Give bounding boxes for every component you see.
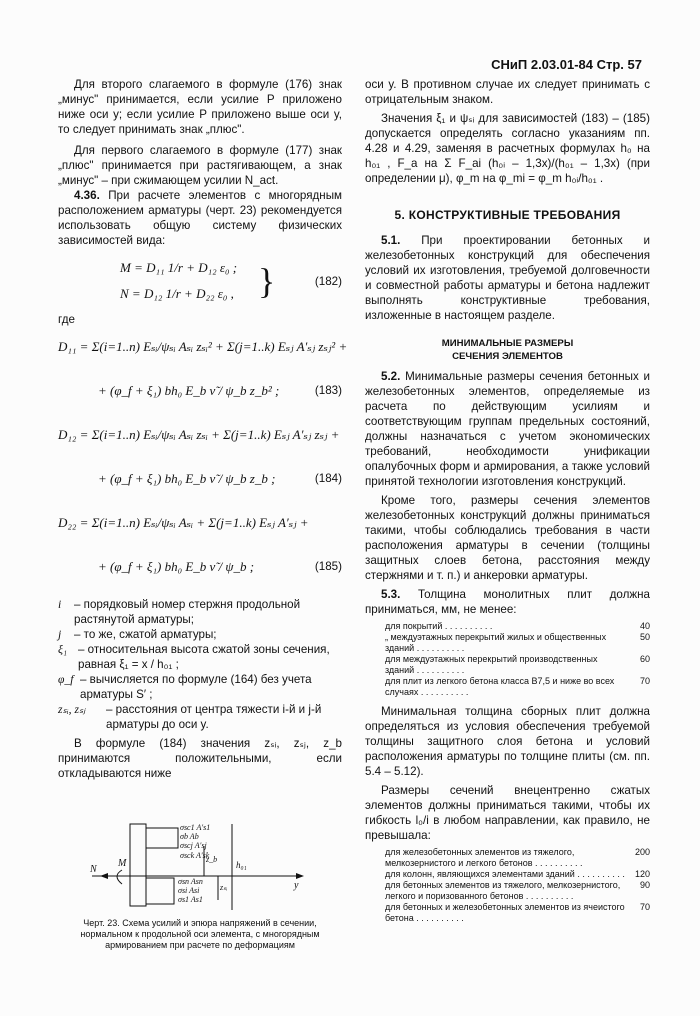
list-item-label: для бетонных и железобетонных элементов из ячеистого бетона . . . . . . . . . .	[385, 902, 625, 923]
equation-182	[58, 256, 342, 312]
definition-item: zₛᵢ, zₛⱼ – расстояния от центра тяжести i-й и j-й арматуры до оси y.	[58, 703, 322, 731]
paragraph: При расчете элементов с многорядным расположением арматуры (черт. 23) рекомендуется использовать общую систему физических зависимостей вида:	[58, 189, 342, 247]
list-item-label: для железобетонных элементов из тяжелого, мелкозернистого и легкого бетонов . . . . . . . . . .	[385, 847, 583, 868]
thickness-list	[385, 621, 650, 698]
y-axis-arrow	[296, 873, 304, 879]
list-item-label: „ междуэтажных перекрытий жилых и общественных зданий . . . . . . . . . .	[385, 632, 607, 653]
clause-number: 5.1.	[381, 234, 401, 247]
list-item	[385, 676, 650, 698]
equation-number: (185)	[314, 560, 342, 573]
list-item-value: 70	[639, 676, 650, 686]
clause-number: 4.36.	[74, 189, 100, 202]
list-item	[385, 632, 650, 654]
list-item	[385, 869, 650, 880]
list-item-value: 120	[634, 869, 650, 879]
list-item-value: 50	[639, 632, 650, 642]
paragraph: Для второго слагаемого в формуле (176) знак „минус" принимается, если усилие P приложено ниже оси y; если усилие P приложено выше оси y, то следует принимать знак „плюс".	[58, 78, 342, 136]
section-outline	[130, 824, 146, 906]
formula: + (φ_f + ξ₁) bh₀ E_b ν̃ / ψ_b z_b² ;	[98, 383, 280, 398]
formula: M = D₁₁ 1/r + D₁₂ ε₀ ;	[120, 260, 238, 275]
n-label: N	[90, 864, 97, 875]
definition-item: i – порядковый номер стержня продольной растянутой арматуры;	[58, 598, 301, 626]
force-label: σsn Asn	[178, 877, 203, 886]
paragraph: Значения ξ₁ и ψₛᵢ для зависимостей (183) – (185) допускается определять согласно указаниям пп. 4.28 и 4.29, заменяя в расчетных формулах h₀ на h₀₁ , F_a на Σ F_ai (h₀ᵢ – 1,3x)/(h₀₁ – 1,3x) (при определении μ), φ_m на φ_mi = φ_m h₀ᵢ/h₀₁ .	[365, 112, 650, 185]
list-item-label: для колонн, являющихся элементами зданий . . . . . . . . . .	[385, 869, 625, 879]
force-label: σsc1 A′s1	[180, 823, 211, 832]
formula: + (φ_f + ξ₁) bh₀ E_b ν̃ / ψ_b z_b ;	[98, 471, 276, 486]
subsection-heading	[365, 337, 650, 363]
definition-item: φ_f – вычисляется по формуле (164) без учета арматуры S′ ;	[58, 673, 312, 701]
force-label: σscj A′sj	[180, 841, 207, 850]
list-item-label: для междуэтажных перекрытий производственных зданий . . . . . . . . . .	[385, 654, 598, 675]
equation-number: (183)	[314, 384, 342, 397]
formula: N = D₁₂ 1/r + D₂₂ ε₀ ,	[120, 286, 234, 301]
list-item-value: 90	[639, 880, 650, 890]
figure-23-diagram	[82, 818, 322, 918]
y-label: y	[294, 880, 299, 891]
equation-d12	[58, 415, 342, 459]
tension-zone	[146, 878, 174, 904]
paragraph: При проектировании бетонных и железобетонных конструкций для обеспечения условий их изготовления, требуемой долговечности и совместной работы арматуры и бетона надлежит выполнять конструктивные требования, изложенные в настоящем разделе.	[365, 234, 650, 322]
zb-label: z_b	[206, 855, 218, 864]
paragraph: Для первого слагаемого в формуле (177) знак „плюс" принимается при растягивающем, а знак „минус" – при сжимающем усилии N_act.	[58, 144, 342, 187]
paragraph: Минимальные размеры сечения бетонных и железобетонных элементов, определяемые из расчета по действующим усилиям и соответствующим группам предельных состояний, должны назначаться с учетом экономических требований, необходимости унификации опалубочных форм и армирования, а также условий принятой технологии изготовления конструкций.	[365, 370, 650, 488]
brace: }	[258, 261, 276, 301]
equation-number: (184)	[314, 472, 342, 485]
equation-number: (182)	[314, 275, 342, 288]
list-item-label: для бетонных элементов из тяжелого, мелкозернистого, легкого и поризованного бетонов . . . . . . . . . .	[385, 880, 621, 901]
list-item	[385, 621, 650, 632]
list-item	[385, 654, 650, 676]
m-label: M	[118, 858, 127, 869]
n-arrow	[100, 873, 108, 879]
equation-d22	[58, 503, 342, 547]
paragraph: оси y. В противном случае их следует принимать с отрицательным знаком.	[365, 78, 650, 106]
where-label: где	[58, 313, 75, 326]
paragraph: Кроме того, размеры сечения элементов железобетонных конструкций должны приниматься такими, чтобы соблюдались требования в части расположения арматуры в сечении (толщины защитных слоев бетона, расстояния между стержнями и т. п.) и анкеровки арматуры.	[365, 494, 650, 582]
formula: D₁₁ = Σ(i=1..n) Eₛᵢ/ψₛᵢ Aₛᵢ zₛᵢ² + Σ(j=1..k) Eₛⱼ A′ₛⱼ zₛⱼ² +	[58, 339, 348, 354]
force-label: σs1 As1	[178, 895, 203, 904]
compression-zone	[146, 828, 178, 848]
h01-label: h₀₁	[236, 860, 247, 870]
definitions-list	[58, 597, 342, 732]
list-item-value: 40	[639, 621, 650, 631]
list-item-value: 200	[634, 847, 650, 857]
equation-185	[58, 547, 342, 591]
subsection-heading-line: МИНИМАЛЬНЫЕ РАЗМЕРЫ	[441, 338, 574, 349]
right-column	[365, 77, 650, 930]
subsection-heading-line: СЕЧЕНИЯ ЭЛЕМЕНТОВ	[452, 351, 563, 362]
paragraph: Минимальная толщина сборных плит должна определяться из условия обеспечения требуемой толщины защитного слоя бетона и условий расположения арматуры по толщине плиты (см. пп. 5.4 – 5.12).	[365, 705, 650, 778]
left-column	[58, 77, 348, 781]
force-label: σsck A′sk	[180, 851, 210, 860]
slenderness-list	[385, 847, 650, 924]
clause-number: 5.3.	[381, 588, 401, 601]
zsi-label: zₛᵢ	[220, 883, 228, 892]
page-header: СНиП 2.03.01-84 Стр. 57	[491, 57, 642, 72]
list-item-label: для плит из легкого бетона класса B7,5 и ниже во всех случаях . . . . . . . . . .	[385, 676, 615, 697]
force-label: σb Ab	[180, 832, 199, 841]
list-item-value: 60	[639, 654, 650, 664]
paragraph: В формуле (184) значения zₛᵢ, zₛⱼ, z_b принимаются положительными, если откладываются ниже	[58, 737, 342, 780]
moment-arc	[117, 870, 122, 884]
force-label: σsi Asi	[178, 886, 200, 895]
formula: D₂₂ = Σ(i=1..n) Eₛᵢ/ψₛᵢ Aₛᵢ + Σ(j=1..k) Eₛⱼ A′ₛⱼ +	[58, 515, 309, 530]
equation-183	[58, 371, 342, 415]
list-item	[385, 847, 650, 869]
list-item-value: 70	[639, 902, 650, 912]
list-item	[385, 902, 650, 924]
formula: + (φ_f + ξ₁) bh₀ E_b ν̃ / ψ_b ;	[98, 559, 255, 574]
list-item-label: для покрытий . . . . . . . . . .	[385, 621, 493, 631]
definition-item: j – то же, сжатой арматуры;	[58, 628, 217, 641]
clause-number: 5.2.	[381, 370, 401, 383]
figure-caption: Черт. 23. Схема усилий и эпюра напряжений в сечении, нормальном к продольной оси элемента, с многорядным армированием при расчете по деформациям	[80, 918, 320, 950]
section-heading: 5. КОНСТРУКТИВНЫЕ ТРЕБОВАНИЯ	[394, 208, 621, 222]
list-item	[385, 880, 650, 902]
equation-184	[58, 459, 342, 503]
equation-d11	[58, 327, 348, 371]
paragraph: Размеры сечений внецентренно сжатых элементов должны приниматься такими, чтобы их гибкость l₀/i в любом направлении, как правило, не превышала:	[365, 784, 650, 842]
paragraph: Толщина монолитных плит должна приниматься, мм, не менее:	[365, 588, 650, 616]
definition-item: ξ₁ – относительная высота сжатой зоны сечения, равная ξ₁ = x / h₀₁ ;	[58, 643, 330, 671]
formula: D₁₂ = Σ(i=1..n) Eₛᵢ/ψₛᵢ Aₛᵢ zₛᵢ + Σ(j=1..k) Eₛⱼ A′ₛⱼ zₛⱼ +	[58, 427, 340, 442]
